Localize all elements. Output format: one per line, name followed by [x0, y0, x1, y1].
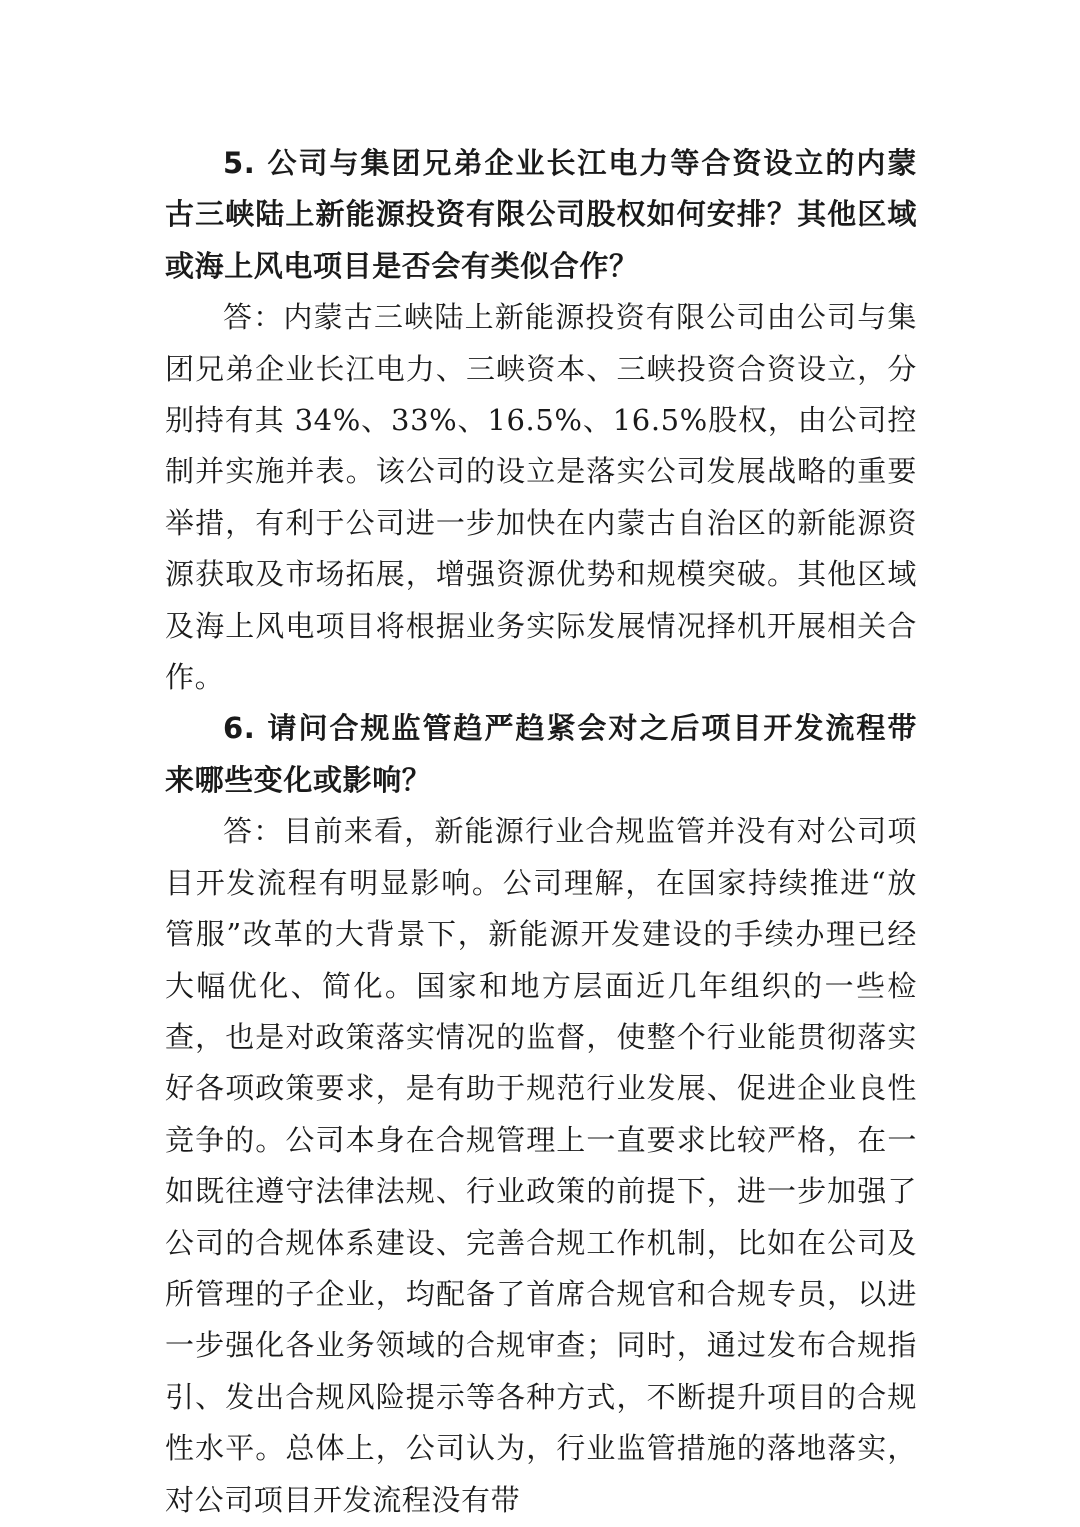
document-body [165, 138, 917, 1526]
question-5: 5. 公司与集团兄弟企业长江电力等合资设立的内蒙古三峡陆上新能源投资有限公司股权如何安排？其他区域或海上风电项目是否会有类似合作？ [165, 146, 917, 283]
question-6: 6. 请问合规监管趋严趋紧会对之后项目开发流程带来哪些变化或影响？ [165, 711, 917, 797]
answer-6: 答：目前来看，新能源行业合规监管并没有对公司项目开发流程有明显影响。公司理解，在国家持续推进“放管服”改革的大背景下，新能源开发建设的手续办理已经大幅优化、简化。国家和地方层面近几年组织的一些检查，也是对政策落实情况的监督，使整个行业能贯彻落实好各项政策要求，是有助于规范行业发展、促进企业良性竞争的。公司本身在合规管理上一直要求比较严格，在一如既往遵守法律法规、行业政策的前提下，进一步加强了公司的合规体系建设、完善合规工作机制，比如在公司及所管理的子企业，均配备了首席合规官和合规专员，以进一步强化各业务领域的合规审查；同时，通过发布合规指引、发出合规风险提示等各种方式，不断提升项目的合规性水平。总体上，公司认为，行业监管措施的落地落实，对公司项目开发流程没有带 [165, 814, 917, 1517]
answer-5: 答：内蒙古三峡陆上新能源投资有限公司由公司与集团兄弟企业长江电力、三峡资本、三峡投资合资设立，分别持有其 34%、33%、16.5%、16.5%股权，由公司控制并实施并表。该公司的设立是落实公司发展战略的重要举措，有利于公司进一步加快在内蒙古自治区的新能源资源获取及市场拓展，增强资源优势和规模突破。其他区域及海上风电项目将根据业务实际发展情况择机开展相关合作。 [165, 300, 917, 695]
